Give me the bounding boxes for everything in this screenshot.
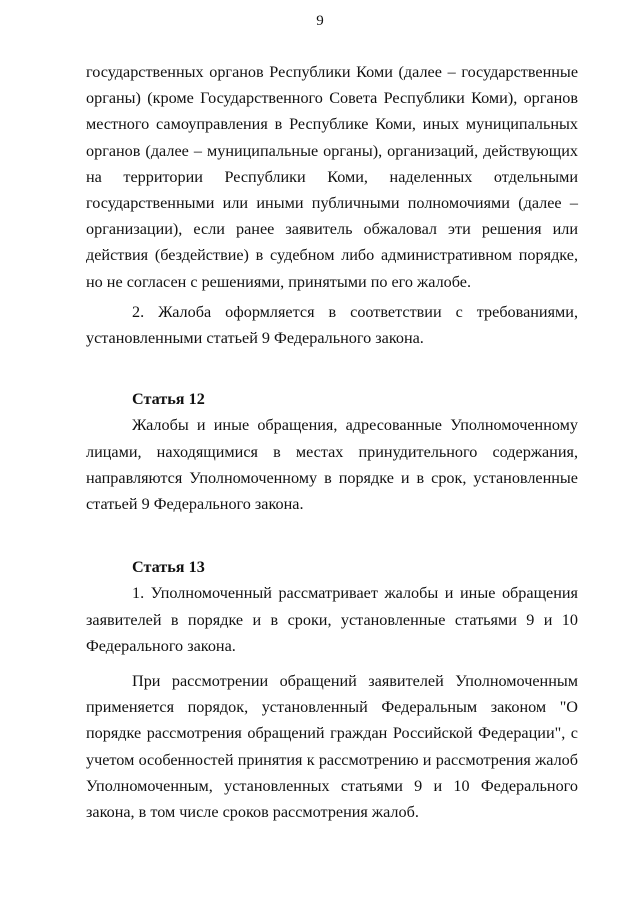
- article-13-heading: Статья 13: [132, 558, 205, 577]
- document-body: [86, 59, 578, 825]
- article-12-heading: Статья 12: [132, 390, 205, 409]
- article-12-paragraph: Жалобы и иные обращения, адресованные Уполномоченному лицами, находящимися в местах принудительного содержания, направляются Уполномоченному в порядке и в срок, установленные статьей 9 Федерального закона.: [86, 416, 578, 514]
- article-13-paragraph-2: При рассмотрении обращений заявителей Уполномоченным применяется порядок, установленный Федеральным законом "О порядке рассмотрения обращений граждан Российской Федерации", с учетом особенностей принятия к рассмотрению и рассмотрения жалоб Уполномоченным, установленных статьями 9 и 10 Федерального закона, в том числе сроков рассмотрения жалоб.: [86, 672, 578, 822]
- page-number: 9: [316, 13, 324, 29]
- paragraph-complaint-format: 2. Жалоба оформляется в соответствии с требованиями, установленными статьей 9 Федерального закона.: [86, 302, 578, 348]
- paragraph-continuation: государственных органов Республики Коми (далее – государственные органы) (кроме Государственного Совета Республики Коми), органов местного самоуправления в Республике Коми, иных муниципальных органов (далее – муниципальные органы), организаций, действующих на территории Республики Коми, наделенных отдельными государственными или иными публичными полномочиями (далее – организации), если ранее заявитель обжаловал эти решения или действия (бездействие) в судебном либо административном порядке, но не согласен с решениями, принятыми по его жалобе.: [86, 63, 578, 291]
- article-13-paragraph-1: 1. Уполномоченный рассматривает жалобы и иные обращения заявителей в порядке и в сроки, установленные статьями 9 и 10 Федерального закона.: [86, 584, 578, 655]
